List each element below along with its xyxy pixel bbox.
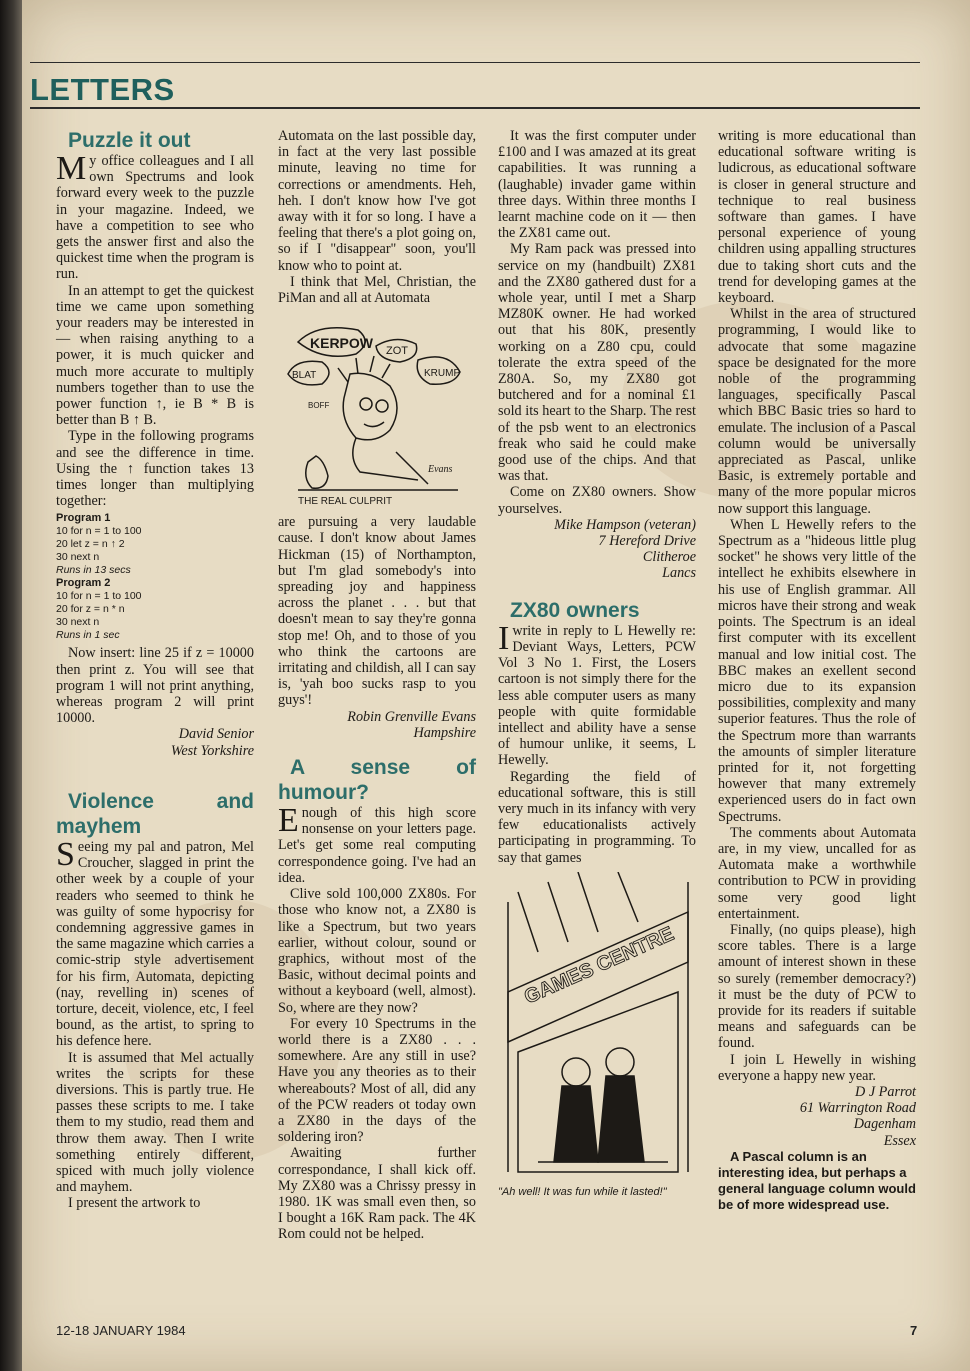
wild-hair xyxy=(338,356,390,382)
magazine-binding xyxy=(0,0,22,1371)
program-title: Program 1 xyxy=(56,512,111,525)
letter-paragraph xyxy=(278,802,476,886)
arm xyxy=(353,438,418,480)
letter-paragraph: Finally, (no quips please), high score tables. There is a large amount of interest shown in these so surely (remember democracy?) it must be the duty of PCW to provide for its readers if suitable means and safeguards can be found. xyxy=(718,921,916,1052)
sound-word: ZOT xyxy=(386,345,408,358)
letter-paragraph: It is assumed that Mel actually writes the scripts for these diversions. This is partly true. He passes these scripts to me. I take them to my studio, read them and throw them away. Then I write something entirely different, spiced with much jolly violence and mayhem. xyxy=(56,1049,254,1196)
letter-paragraph: Type in the following programs and see the difference in time. Using the ↑ function takes 13 times longer than multiplying together: xyxy=(56,428,254,510)
letter-paragraph: The comments about Automata are, in my view, uncalled for as Automata make a worthwhile contribution to PCW in providing some very good light entertainment. xyxy=(718,824,916,922)
mouth xyxy=(364,422,384,427)
shop-sign-text: GAMES CENTRE xyxy=(521,922,678,1009)
run-time: Runs in 1 sec xyxy=(56,629,120,642)
column-4 xyxy=(718,128,916,1213)
cartoon-caption: THE REAL CULPRIT xyxy=(298,496,393,508)
letter-paragraph: I think that Mel, Christian, the PiMan and all at Automata xyxy=(278,273,476,307)
sound-word: BOFF xyxy=(308,401,330,411)
footer-date: 12-18 JANUARY 1984 xyxy=(56,1323,186,1338)
letter-paragraph: For every 10 Spectrums in the world there is a ZX80 . . . somewhere. Are any still in use? Have you any theories as to their whereabouts? Most of all, did any of the PCW readers ot today own a ZX80 in the days of the soldering iron? xyxy=(278,1015,476,1146)
section-title: LETTERS xyxy=(30,72,175,107)
top-rule xyxy=(30,62,920,63)
signature-town: Clitheroe xyxy=(642,549,696,566)
artist-head xyxy=(343,373,397,440)
letter-paragraph: When L Hewelly refers to the Spectrum as a "hideous little plug socket" he shows very little of the intellect he exhibits elsewhere in his use of English grammar. All micros have their strong and weak points. The Spectrum is an ideal first computer with its excellent manual and low initial cost. The BBC makes an exellent second micro due to its expansion possibilities, complexity and many superior features. Thus the role of the Spectrum more than warrants the amounts of simpler literature printed for it, not forgetting however that many extremely experienced users do in fact own Spectrums. xyxy=(718,516,916,825)
code-line: 10 for n = 1 to 100 xyxy=(56,525,142,538)
letter-paragraph: Automata on the last possible day, in fact at the very last possible minute, leaving no time for corrections or amendments. Heh, heh. I don't know how I've got away with it for so long. I have a feeling that there's a plot going on, so if I "disappear" soon, you'll know who to point at. xyxy=(278,128,476,274)
eye xyxy=(360,398,372,410)
shop-front xyxy=(518,992,678,1172)
page-number: 7 xyxy=(910,1323,918,1338)
signature-name: David Senior xyxy=(178,726,254,743)
letter-heading: Violence and mayhem xyxy=(56,789,254,838)
column-3 xyxy=(498,128,696,1198)
letter-text: nough of this high score nonsense on your letters page. Let's get some real computing correspondence going. I've had an idea. xyxy=(278,805,476,886)
signature-name: Mike Hampson (veteran) xyxy=(554,516,696,533)
letter-text: eeing my pal and patron, Mel Croucher, slagged in print the other week by a couple of your readers who seemed to think he was guilty of some hypocrisy for condemning aggressive games in the same magazine which carries a comic-strip style advertisement for his firm, Automata, depicting (nay, revelling in) scenes of torture, deceit, violence, etc, I feel bound, as the artist, to spring to his defence here. xyxy=(56,838,254,1050)
signature-name: Robin Grenville Evans xyxy=(347,708,476,725)
letter-paragraph: It was the first computer under £100 and I was amazed at its great capabilities. It was running a (laughable) invader game within three days. Within three months I learnt machine code on it — then the ZX81 came out. xyxy=(498,128,696,242)
cartoon-caption: "Ah well! It was fun while it lasted!" xyxy=(498,1185,667,1198)
letter-heading: ZX80 owners xyxy=(510,598,640,622)
signature-place: West Yorkshire xyxy=(170,742,254,759)
signature-county: Lancs xyxy=(662,565,696,582)
letter-paragraph: Clive sold 100,000 ZX80s. For those who know not, a ZX80 is like a Spectrum, but two years earlier, without colour, sound or graphics, without most of the Basic, without decimal points and without a keyboard (well, almost). So, where are they now? xyxy=(278,886,476,1016)
letter-paragraph: Whilst in the area of structured programming, I would like to advocate that some magazine space be designated for the more noble of the programming languages, specifically Pascal which BBC Basic tries so hard to emulate. The inclusion of a Pascal column would be universally appreciated as Pascal, unlike Basic, is extremely portable and many of the more popular micros now support this language. xyxy=(718,306,916,517)
artist-signature: Evans xyxy=(428,464,453,476)
signature-place: Hampshire xyxy=(413,724,476,741)
letter-paragraph: Regarding the field of educational software, this is still very much in its infancy with very few educationalists actively participating in programming. To say that games xyxy=(498,768,696,866)
drop-cap: M xyxy=(56,150,87,187)
code-line: 20 for z = n * n xyxy=(56,603,125,616)
cartoon-illustration xyxy=(498,872,698,1198)
cartoon-illustration xyxy=(278,312,474,508)
signature-address: 61 Warrington Road xyxy=(799,1100,916,1117)
man-body xyxy=(554,1086,598,1162)
signature-name: D J Parrot xyxy=(855,1083,916,1100)
signature-town: Dagenham xyxy=(853,1116,916,1133)
code-line: 20 let z = n ↑ 2 xyxy=(56,538,125,551)
drop-cap: E xyxy=(278,802,299,840)
column-1 xyxy=(56,128,254,1212)
man-body xyxy=(598,1076,644,1162)
letter-heading: Puzzle it out xyxy=(68,129,191,152)
window-lines xyxy=(518,872,638,952)
drop-cap: I xyxy=(498,619,510,657)
letter-paragraph: Now insert: line 25 if z = 10000 then print z. You will see that program 1 will not print anything, whereas program 2 will print 10000. xyxy=(56,645,254,727)
letter-paragraph: writing is more educational than educational software writing is ludicrous, as educational software is closer in general structure and technique to real business software than games. I have personal experience of young children using appalling structures due to taking short cuts and the trend for developing games at the keyboard. xyxy=(718,128,916,307)
code-line: 30 next n xyxy=(56,551,100,564)
sound-word: BLAT xyxy=(292,370,317,382)
letter-text: y office colleagues and I all own Spectrums and look forward every week to the puzzle in your magazine. Indeed, we have a competition to see who gets the answer first and also the quickest time when the program is run. xyxy=(56,153,254,283)
letter-paragraph: Come on ZX80 owners. Show yourselves. xyxy=(498,484,696,517)
letter-paragraph xyxy=(56,835,254,1050)
letter-paragraph: I present the artwork to xyxy=(68,1195,201,1212)
header-rule xyxy=(30,107,920,109)
letter-paragraph xyxy=(498,619,696,769)
sound-word: KERPOW xyxy=(310,335,373,352)
run-time: Runs in 13 secs xyxy=(56,564,131,577)
code-line: 10 for n = 1 to 100 xyxy=(56,590,142,603)
program-title: Program 2 xyxy=(56,577,111,590)
man-head xyxy=(562,1058,590,1086)
drop-cap: S xyxy=(56,835,75,873)
code-line: 30 next n xyxy=(56,616,100,629)
letter-paragraph xyxy=(56,150,254,283)
program-listing xyxy=(56,512,254,642)
editor-note: A Pascal column is an interesting idea, but perhaps a general language column would be of more widespread use. xyxy=(718,1148,916,1212)
signature-county: Essex xyxy=(883,1132,916,1149)
sound-word: KRUMP xyxy=(424,368,461,380)
letter-paragraph: Awaiting further correspondance, I shall kick off. My ZX80 was a Chrissy pressy in 1980. 1K was small even then, so I bought a 16K Ram pack. The 4K Rom could not be helped. xyxy=(278,1145,476,1243)
letter-heading: A sense of humour? xyxy=(278,756,476,805)
letter-text: write in reply to L Hewelly re: Deviant Ways, Letters, PCW Vol 3 No 1. First, the Losers cartoon is not simply there for the less able computer users as many people with quite formidable intellect and ability have a sense of humour unlike, it seems, L Hewelly. xyxy=(498,622,696,769)
letter-paragraph: I join L Hewelly in wishing everyone a happy new year. xyxy=(718,1051,916,1084)
cartoon-drawing xyxy=(498,872,698,1182)
letter-paragraph: In an attempt to get the quickest time we came upon something your readers may be interested in — when raising anything to a power, it is much quicker and much more accurate to multiply numbers together than to use the power function ↑, ie B * B is better than B ↑ B. xyxy=(56,282,254,429)
signature-address: 7 Hereford Drive xyxy=(598,533,696,550)
ink-bottle xyxy=(306,456,328,488)
cartoon-drawing xyxy=(278,312,474,508)
eye xyxy=(376,400,388,412)
man-head xyxy=(606,1048,634,1076)
letter-paragraph: are pursuing a very laudable cause. I don't know about James Hickman (15) of Northampton, but I'm glad somebody's into spreading joy and happiness across the planet . . . but that doesn't mean to say they're gonna stop me! Oh, and to those of you who think the cartoons are irritating and childish, all I can say is, 'yah boo sucks rasp to you guys'! xyxy=(278,514,476,709)
letter-paragraph: My Ram pack was pressed into service on my (handbuilt) ZX81 and the ZX80 gathered dust for a whole year, until I met a Sharp MZ80K owner. He had worked out that his 80K, presently working on a Z80 cpu, could tolerate the extra speed of the Z80A. So, my ZX80 got butchered and for a nominal £1 sold its heart to the Sharp. The rest of the psb went to an electronics freak who said he could make good use of the chips. And that was that. xyxy=(498,241,696,485)
column-2 xyxy=(278,128,476,1243)
